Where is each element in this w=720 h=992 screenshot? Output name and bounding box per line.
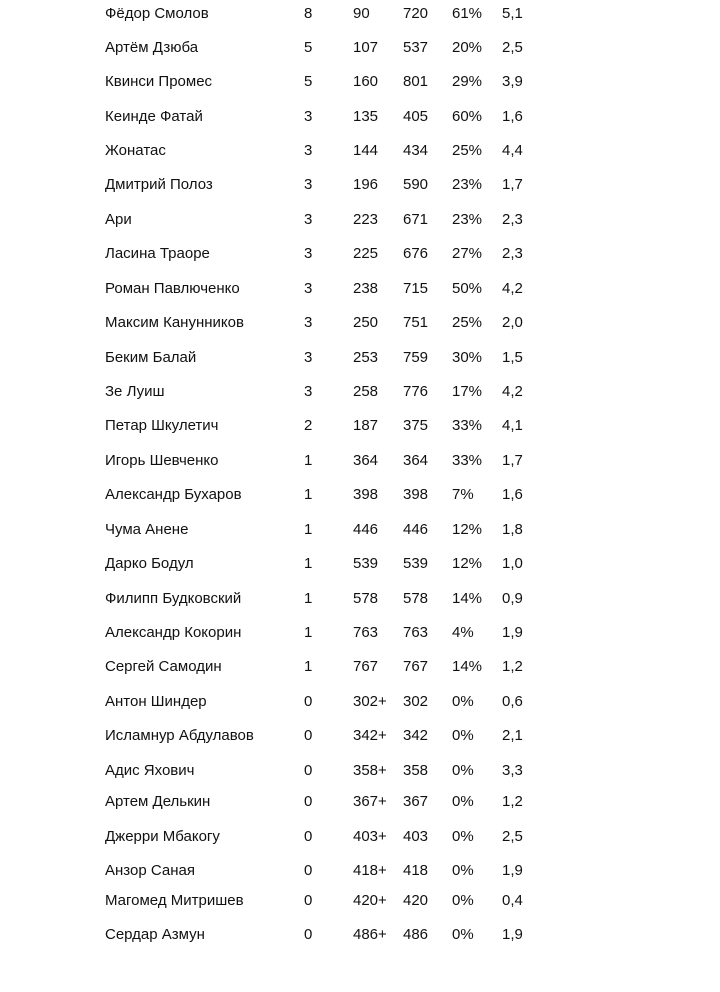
rating-value: 1,8 xyxy=(502,521,523,538)
minutes-per-goal-value: 160 xyxy=(353,73,379,90)
goals-value: 3 xyxy=(304,314,313,331)
table-row xyxy=(0,825,720,849)
minutes-per-goal-value: 420+ xyxy=(353,892,387,909)
minutes-per-goal-value: 107 xyxy=(353,39,379,56)
table-row xyxy=(0,346,720,370)
player-name: Антон Шиндер xyxy=(105,693,207,710)
goals-value: 5 xyxy=(304,39,313,56)
goals-value: 1 xyxy=(304,555,313,572)
minutes-value: 375 xyxy=(403,417,429,434)
goals-value: 2 xyxy=(304,417,313,434)
goals-value: 0 xyxy=(304,862,313,879)
minutes-per-goal-value: 250 xyxy=(353,314,379,331)
minutes-per-goal-value: 223 xyxy=(353,211,379,228)
goals-value: 3 xyxy=(304,211,313,228)
table-row xyxy=(0,552,720,576)
goals-value: 0 xyxy=(304,693,313,710)
minutes-value: 537 xyxy=(403,39,429,56)
rating-value: 2,5 xyxy=(502,828,523,845)
player-name: Сергей Самодин xyxy=(105,658,222,675)
percent-value: 7% xyxy=(452,486,474,503)
goals-value: 1 xyxy=(304,590,313,607)
rating-value: 3,9 xyxy=(502,73,523,90)
minutes-value: 763 xyxy=(403,624,429,641)
table-row xyxy=(0,380,720,404)
rating-value: 4,4 xyxy=(502,142,523,159)
table-row xyxy=(0,36,720,60)
goals-value: 3 xyxy=(304,383,313,400)
minutes-per-goal-value: 342+ xyxy=(353,727,387,744)
goals-value: 3 xyxy=(304,142,313,159)
minutes-per-goal-value: 486+ xyxy=(353,926,387,943)
player-name: Исламнур Абдулавов xyxy=(105,727,254,744)
minutes-per-goal-value: 258 xyxy=(353,383,379,400)
percent-value: 23% xyxy=(452,211,483,228)
player-name: Ари xyxy=(105,211,132,228)
minutes-value: 671 xyxy=(403,211,429,228)
table-row xyxy=(0,483,720,507)
minutes-value: 446 xyxy=(403,521,429,538)
table-row xyxy=(0,690,720,714)
goals-value: 1 xyxy=(304,521,313,538)
minutes-value: 751 xyxy=(403,314,429,331)
minutes-value: 801 xyxy=(403,73,429,90)
percent-value: 27% xyxy=(452,245,483,262)
minutes-value: 720 xyxy=(403,5,429,22)
table-row xyxy=(0,587,720,611)
percent-value: 4% xyxy=(452,624,474,641)
goals-value: 3 xyxy=(304,280,313,297)
percent-value: 33% xyxy=(452,452,483,469)
minutes-per-goal-value: 302+ xyxy=(353,693,387,710)
minutes-value: 715 xyxy=(403,280,429,297)
player-name: Адис Яхович xyxy=(105,762,195,779)
rating-value: 1,7 xyxy=(502,452,523,469)
goals-value: 0 xyxy=(304,926,313,943)
percent-value: 25% xyxy=(452,314,483,331)
minutes-per-goal-value: 418+ xyxy=(353,862,387,879)
goals-value: 0 xyxy=(304,793,313,810)
player-name: Артём Дзюба xyxy=(105,39,199,56)
rating-value: 0,6 xyxy=(502,693,523,710)
minutes-value: 759 xyxy=(403,349,429,366)
table-row xyxy=(0,889,720,913)
player-name: Жонатас xyxy=(105,142,166,159)
player-name: Игорь Шевченко xyxy=(105,452,219,469)
rating-value: 2,1 xyxy=(502,727,523,744)
percent-value: 29% xyxy=(452,73,483,90)
player-name: Беким Балай xyxy=(105,349,197,366)
percent-value: 12% xyxy=(452,555,483,572)
minutes-value: 403 xyxy=(403,828,429,845)
percent-value: 0% xyxy=(452,892,474,909)
table-row xyxy=(0,790,720,814)
player-name: Александр Бухаров xyxy=(105,486,242,503)
rating-value: 4,1 xyxy=(502,417,523,434)
player-name: Сердар Азмун xyxy=(105,926,205,943)
table-row xyxy=(0,621,720,645)
table-row xyxy=(0,518,720,542)
percent-value: 0% xyxy=(452,926,474,943)
minutes-per-goal-value: 238 xyxy=(353,280,379,297)
rating-value: 2,0 xyxy=(502,314,523,331)
goals-value: 1 xyxy=(304,658,313,675)
player-name: Зе Луиш xyxy=(105,383,165,400)
minutes-value: 302 xyxy=(403,693,429,710)
minutes-value: 358 xyxy=(403,762,429,779)
minutes-value: 434 xyxy=(403,142,429,159)
player-name: Дарко Бодул xyxy=(105,555,194,572)
table-row xyxy=(0,173,720,197)
player-name: Максим Канунников xyxy=(105,314,244,331)
table-row xyxy=(0,859,720,883)
minutes-per-goal-value: 763 xyxy=(353,624,379,641)
rating-value: 2,3 xyxy=(502,211,523,228)
minutes-value: 539 xyxy=(403,555,429,572)
percent-value: 50% xyxy=(452,280,483,297)
goals-value: 3 xyxy=(304,349,313,366)
table-row xyxy=(0,242,720,266)
percent-value: 0% xyxy=(452,762,474,779)
player-name: Джерри Мбакогу xyxy=(105,828,220,845)
percent-value: 0% xyxy=(452,693,474,710)
minutes-per-goal-value: 367+ xyxy=(353,793,387,810)
rating-value: 4,2 xyxy=(502,383,523,400)
table-row xyxy=(0,923,720,947)
player-name: Анзор Саная xyxy=(105,862,195,879)
minutes-per-goal-value: 253 xyxy=(353,349,379,366)
goals-value: 3 xyxy=(304,108,313,125)
table-row xyxy=(0,449,720,473)
minutes-per-goal-value: 364 xyxy=(353,452,379,469)
player-name: Ласина Траоре xyxy=(105,245,210,262)
table-row xyxy=(0,139,720,163)
table-row xyxy=(0,2,720,26)
rating-value: 1,6 xyxy=(502,486,523,503)
minutes-value: 418 xyxy=(403,862,429,879)
table-row xyxy=(0,655,720,679)
rating-value: 1,0 xyxy=(502,555,523,572)
percent-value: 14% xyxy=(452,590,483,607)
table-row xyxy=(0,724,720,748)
minutes-value: 767 xyxy=(403,658,429,675)
minutes-per-goal-value: 578 xyxy=(353,590,379,607)
table-row xyxy=(0,759,720,783)
goals-value: 1 xyxy=(304,452,313,469)
rating-value: 1,2 xyxy=(502,658,523,675)
player-name: Артем Делькин xyxy=(105,793,211,810)
table-row xyxy=(0,208,720,232)
table-row xyxy=(0,105,720,129)
minutes-value: 776 xyxy=(403,383,429,400)
minutes-value: 486 xyxy=(403,926,429,943)
table-row xyxy=(0,277,720,301)
player-name: Чума Анене xyxy=(105,521,189,538)
minutes-value: 578 xyxy=(403,590,429,607)
minutes-per-goal-value: 144 xyxy=(353,142,379,159)
goals-value: 0 xyxy=(304,727,313,744)
player-name: Александр Кокорин xyxy=(105,624,242,641)
player-name: Квинси Промес xyxy=(105,73,213,90)
goals-value: 0 xyxy=(304,828,313,845)
minutes-per-goal-value: 358+ xyxy=(353,762,387,779)
rating-value: 1,9 xyxy=(502,926,523,943)
minutes-per-goal-value: 398 xyxy=(353,486,379,503)
percent-value: 12% xyxy=(452,521,483,538)
goals-value: 3 xyxy=(304,245,313,262)
minutes-per-goal-value: 539 xyxy=(353,555,379,572)
rating-value: 1,6 xyxy=(502,108,523,125)
percent-value: 0% xyxy=(452,862,474,879)
minutes-value: 342 xyxy=(403,727,429,744)
minutes-value: 420 xyxy=(403,892,429,909)
rating-value: 1,7 xyxy=(502,176,523,193)
rating-value: 4,2 xyxy=(502,280,523,297)
percent-value: 0% xyxy=(452,793,474,810)
percent-value: 20% xyxy=(452,39,483,56)
player-name: Роман Павлюченко xyxy=(105,280,240,297)
percent-value: 60% xyxy=(452,108,483,125)
minutes-per-goal-value: 403+ xyxy=(353,828,387,845)
percent-value: 61% xyxy=(452,5,483,22)
rating-value: 1,2 xyxy=(502,793,523,810)
player-name: Петар Шкулетич xyxy=(105,417,219,434)
rating-value: 3,3 xyxy=(502,762,523,779)
rating-value: 1,5 xyxy=(502,349,523,366)
table-row xyxy=(0,70,720,94)
minutes-per-goal-value: 225 xyxy=(353,245,379,262)
rating-value: 2,3 xyxy=(502,245,523,262)
table-row xyxy=(0,311,720,335)
minutes-per-goal-value: 90 xyxy=(353,5,370,22)
percent-value: 25% xyxy=(452,142,483,159)
goals-value: 8 xyxy=(304,5,313,22)
rating-value: 1,9 xyxy=(502,624,523,641)
minutes-per-goal-value: 767 xyxy=(353,658,379,675)
minutes-value: 367 xyxy=(403,793,429,810)
goals-value: 3 xyxy=(304,176,313,193)
percent-value: 0% xyxy=(452,828,474,845)
rating-value: 0,4 xyxy=(502,892,523,909)
player-name: Кеинде Фатай xyxy=(105,108,203,125)
goals-value: 5 xyxy=(304,73,313,90)
minutes-per-goal-value: 135 xyxy=(353,108,379,125)
percent-value: 33% xyxy=(452,417,483,434)
goals-value: 0 xyxy=(304,892,313,909)
rating-value: 5,1 xyxy=(502,5,523,22)
percent-value: 14% xyxy=(452,658,483,675)
player-name: Фёдор Смолов xyxy=(105,5,209,22)
percent-value: 23% xyxy=(452,176,483,193)
rating-value: 0,9 xyxy=(502,590,523,607)
percent-value: 0% xyxy=(452,727,474,744)
rating-value: 1,9 xyxy=(502,862,523,879)
percent-value: 17% xyxy=(452,383,483,400)
table-row xyxy=(0,414,720,438)
minutes-per-goal-value: 196 xyxy=(353,176,379,193)
rating-value: 2,5 xyxy=(502,39,523,56)
player-name: Магомед Митришев xyxy=(105,892,244,909)
minutes-value: 398 xyxy=(403,486,429,503)
minutes-value: 590 xyxy=(403,176,429,193)
minutes-value: 364 xyxy=(403,452,429,469)
minutes-per-goal-value: 187 xyxy=(353,417,379,434)
percent-value: 30% xyxy=(452,349,483,366)
minutes-value: 405 xyxy=(403,108,429,125)
goals-value: 1 xyxy=(304,486,313,503)
minutes-per-goal-value: 446 xyxy=(353,521,379,538)
player-name: Филипп Будковский xyxy=(105,590,242,607)
goals-value: 0 xyxy=(304,762,313,779)
player-name: Дмитрий Полоз xyxy=(105,176,213,193)
goals-value: 1 xyxy=(304,624,313,641)
minutes-value: 676 xyxy=(403,245,429,262)
